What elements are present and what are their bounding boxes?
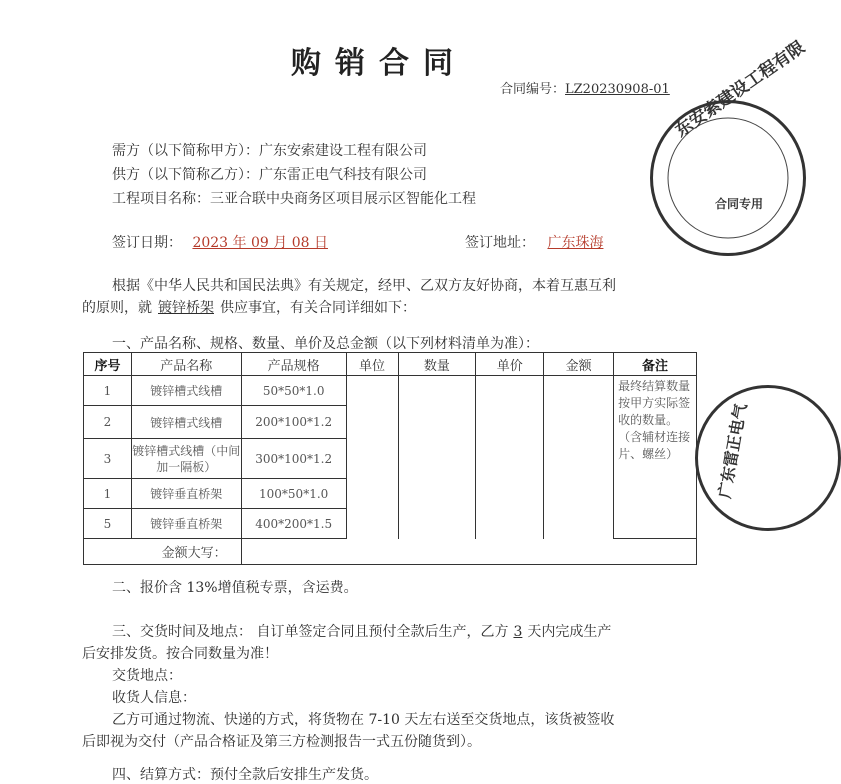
row-amount	[544, 439, 614, 479]
header-no: 序号	[84, 353, 132, 376]
row-amount	[544, 509, 614, 539]
header-qty: 数量	[398, 353, 476, 376]
intro-line-1: 根据《中华人民共和国民法典》有关规定，经甲、乙双方友好协商，本着互惠互利	[112, 278, 616, 294]
table-row	[84, 509, 697, 539]
header-name: 产品名称	[131, 353, 241, 376]
receiver-info: 收货人信息：	[112, 690, 196, 706]
project-label: 工程项目名称：	[112, 191, 210, 207]
seller-line	[112, 164, 427, 184]
row-name: 镀锌槽式线槽（中间加一隔板）	[131, 439, 241, 479]
row-unit	[346, 509, 398, 539]
buyer-label: 需方（以下简称甲方）：	[112, 143, 259, 159]
logistics-line-2: 后即视为交付（产品合格证及第三方检测报告一式五份随货到）。	[82, 734, 481, 750]
row-no: 2	[84, 406, 132, 439]
header-amount: 金额	[544, 353, 614, 376]
section-3-line-1	[112, 621, 611, 641]
seller-label: 供方（以下简称乙方）：	[112, 167, 259, 183]
sign-place-value: 广东珠海	[547, 235, 604, 251]
items-table	[83, 352, 697, 565]
row-qty	[398, 376, 476, 406]
production-days: 3	[513, 624, 523, 640]
table-row	[84, 376, 697, 406]
row-qty	[398, 406, 476, 439]
row-spec: 50*50*1.0	[241, 376, 346, 406]
section-2: 二、报价含 13%增值税专票，含运费。	[112, 580, 358, 596]
section-1-heading: 一、产品名称、规格、数量、单价及总金额（以下列材料清单为准）：	[112, 336, 539, 352]
total-value	[241, 539, 696, 565]
row-amount	[544, 406, 614, 439]
contract-number-label: 合同编号：	[500, 82, 566, 97]
row-spec: 300*100*1.2	[241, 439, 346, 479]
row-no: 5	[84, 509, 132, 539]
row-price	[476, 509, 544, 539]
project-name: 三亚合联中央商务区项目展示区智能化工程	[210, 191, 476, 207]
seller-name: 广东雷正电气科技有限公司	[259, 167, 427, 183]
seal-text: 广东雷正电气	[714, 401, 751, 500]
buyer-name: 广东安索建设工程有限公司	[259, 143, 427, 159]
header-remark: 备注	[614, 353, 697, 376]
company-seal-buyer	[650, 37, 809, 256]
seal-subtext: 合同专用	[715, 197, 764, 211]
row-unit	[346, 439, 398, 479]
row-name: 镀锌垂直桥架	[131, 479, 241, 509]
seal-text: 东安索建设工程有限	[671, 37, 809, 142]
total-label: 金额大写：	[84, 539, 242, 565]
section-4: 四、结算方式：预付全款后安排生产发货。	[112, 767, 378, 783]
row-no: 1	[84, 479, 132, 509]
row-qty	[398, 509, 476, 539]
buyer-line	[112, 140, 427, 160]
row-spec: 400*200*1.5	[241, 509, 346, 539]
company-seal-seller	[695, 385, 841, 531]
header-unit: 单位	[346, 353, 398, 376]
row-name: 镀锌垂直桥架	[131, 509, 241, 539]
sign-place-label: 签订地址：	[465, 235, 535, 251]
intro-line-2-start: 的原则，就	[82, 300, 152, 316]
delivery-place: 交货地点：	[112, 668, 182, 684]
sign-date-label: 签订日期：	[112, 235, 182, 251]
row-price	[476, 479, 544, 509]
row-price	[476, 376, 544, 406]
sign-date-value: 2023 年 09 月 08 日	[192, 235, 328, 251]
table-total-row	[84, 539, 697, 565]
project-line	[112, 188, 476, 208]
row-no: 1	[84, 376, 132, 406]
contract-number-value: LZ20230908-01	[565, 82, 670, 97]
sign-date-line	[112, 232, 334, 252]
intro-line-2-end: 供应事宜，有关合同详细如下：	[220, 300, 416, 316]
row-unit	[346, 406, 398, 439]
row-name: 镀锌槽式线槽	[131, 376, 241, 406]
row-spec: 100*50*1.0	[241, 479, 346, 509]
row-unit	[346, 479, 398, 509]
header-price: 单价	[476, 353, 544, 376]
logistics-line-1: 乙方可通过物流、快递的方式，将货物在 7-10 天左右送至交货地点，该货被签收	[112, 712, 615, 728]
row-qty	[398, 439, 476, 479]
intro-item: 镀锌桥架	[158, 300, 214, 316]
row-qty	[398, 479, 476, 509]
section-3-line-2: 后安排发货。按合同数量为准！	[82, 646, 278, 662]
intro-line-2	[82, 297, 416, 317]
section-3-start: 三、交货时间及地点： 自订单签定合同且预付全款后生产，乙方	[112, 624, 509, 640]
table-row	[84, 406, 697, 439]
row-amount	[544, 479, 614, 509]
table-row	[84, 439, 697, 479]
row-price	[476, 439, 544, 479]
row-name: 镀锌槽式线槽	[131, 406, 241, 439]
header-spec: 产品规格	[241, 353, 346, 376]
document-title: 购销合同	[291, 46, 467, 81]
section-3-end: 天内完成生产	[527, 624, 612, 640]
table-row	[84, 479, 697, 509]
sign-place-line	[465, 232, 611, 252]
row-amount	[544, 376, 614, 406]
table-remark: 最终结算数量按甲方实际签收的数量。（含辅材连接片、螺丝）	[614, 376, 697, 539]
row-spec: 200*100*1.2	[241, 406, 346, 439]
table-header-row	[84, 353, 697, 376]
row-no: 3	[84, 439, 132, 479]
contract-number	[500, 78, 670, 97]
row-price	[476, 406, 544, 439]
row-unit	[346, 376, 398, 406]
